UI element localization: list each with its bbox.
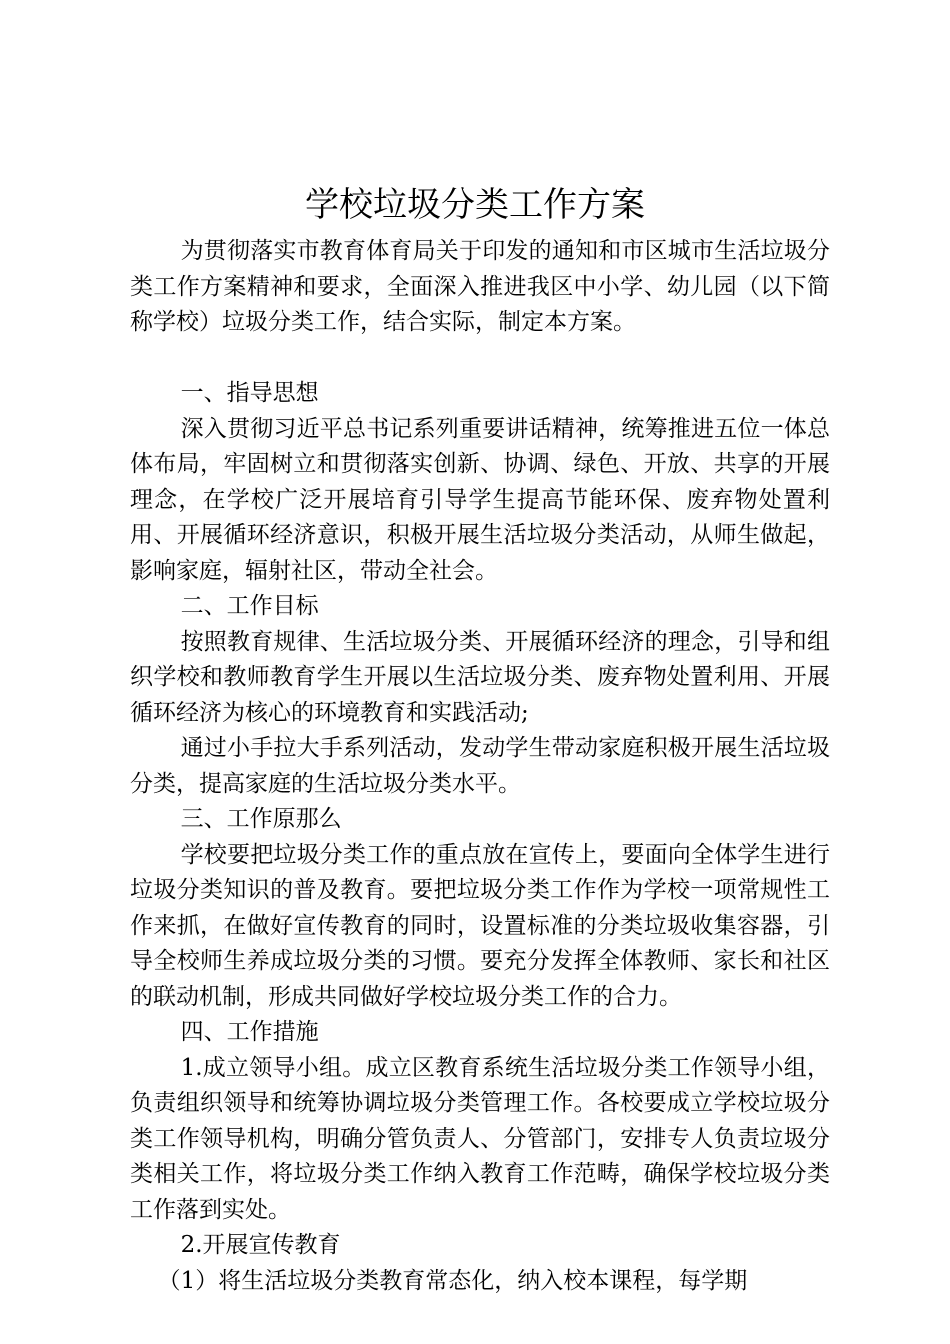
section-paragraph: 学校要把垃圾分类工作的重点放在宣传上，要面向全体学生进行垃圾分类知识的普及教育。要把垃圾分类工作作为学校一项常规性工作来抓，在做好宣传教育的同时，设置标准的分类垃圾收集容器，引导全校师生养成垃圾分类的习惯。要充分发挥全体教师、家长和社区的联动机制，形成共同做好学校垃圾分类工作的合力。	[130, 841, 830, 1010]
section-paragraph: 按照教育规律、生活垃圾分类、开展循环经济的理念，引导和组织学校和教师教育学生开展以生活垃圾分类、废弃物处置利用、开展循环经济为核心的环境教育和实践活动;	[130, 628, 830, 726]
section-heading-work-goals: 二、工作目标	[180, 593, 319, 619]
section-paragraph: 深入贯彻习近平总书记系列重要讲话精神，统筹推进五位一体总体布局，牢固树立和贯彻落实创新、协调、绿色、开放、共享的开展理念，在学校广泛开展培育引导学生提高节能环保、废弃物处置利用、开展循环经济意识，积极开展生活垃圾分类活动，从师生做起，影响家庭，辐射社区，带动全社会。	[130, 415, 830, 584]
sub-item-paragraph: （1）将生活垃圾分类教育常态化，纳入校本课程，每学期	[157, 1267, 748, 1294]
section-paragraph: 1.成立领导小组。成立区教育系统生活垃圾分类工作领导小组，负责组织领导和统筹协调垃圾分类管理工作。各校要成立学校垃圾分类工作领导机构，明确分管负责人、分管部门，安排专人负责垃圾分类相关工作，将垃圾分类工作纳入教育工作范畴，确保学校垃圾分类工作落到实处。	[130, 1054, 830, 1223]
section-heading-work-measures: 四、工作措施	[180, 1019, 319, 1045]
blank-line	[130, 341, 830, 377]
section-heading-work-principles: 三、工作原那么	[180, 806, 342, 832]
document-title: 学校垃圾分类工作方案	[305, 185, 645, 225]
intro-paragraph: 为贯彻落实市教育体育局关于印发的通知和市区城市生活垃圾分类工作方案精神和要求，全面深入推进我区中小学、幼儿园（以下简称学校）垃圾分类工作，结合实际，制定本方案。	[130, 238, 830, 335]
document-body	[130, 234, 830, 1299]
section-paragraph: 2.开展宣传教育	[180, 1232, 341, 1258]
section-heading-guiding-ideology: 一、指导思想	[180, 380, 319, 406]
section-paragraph: 通过小手拉大手系列活动，发动学生带动家庭积极开展生活垃圾分类，提高家庭的生活垃圾分类水平。	[130, 735, 830, 797]
